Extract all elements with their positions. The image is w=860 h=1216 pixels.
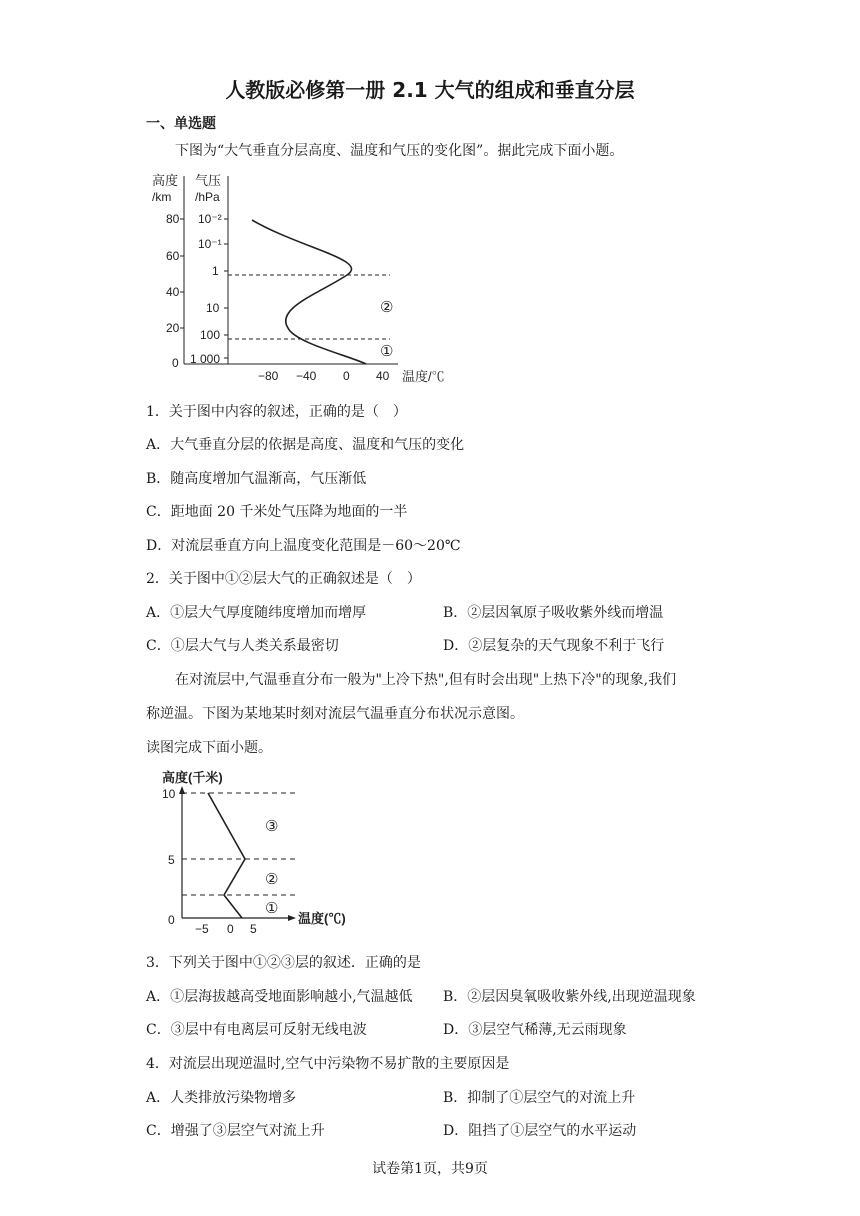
q3-option-c[interactable]: C．③层中有电离层可反射无线电波: [146, 1022, 367, 1038]
layer-2-marker: ②: [265, 871, 279, 888]
temp-tick: 0: [343, 369, 350, 383]
q1-option-c[interactable]: C．距地面 20 千米处气压降为地面的一半: [146, 504, 408, 520]
temperature-profile: [208, 793, 245, 918]
section-heading: 一、单选题: [146, 116, 216, 132]
pressure-label: 气压: [195, 173, 222, 188]
layer-1-marker: ①: [380, 343, 394, 360]
temp-tick: −40: [296, 369, 317, 383]
figure-inversion: [150, 768, 370, 938]
height-tick: 80: [166, 212, 180, 226]
question-3-stem: 3．下列关于图中①②③层的叙述．正确的是: [146, 955, 421, 971]
temp-tick: 40: [376, 369, 390, 383]
temp-tick: −80: [258, 369, 279, 383]
height-tick: 60: [166, 249, 180, 263]
x-tick: 5: [250, 922, 257, 936]
y-tick: 10: [162, 787, 176, 801]
q1-option-b[interactable]: B．随高度增加气温渐高，气压渐低: [146, 471, 367, 487]
pressure-tick: 10⁻¹: [198, 237, 222, 251]
pressure-tick: 1 000: [190, 352, 221, 366]
q1-option-a[interactable]: A．大气垂直分层的依据是高度、温度和气压的变化: [146, 437, 465, 453]
layer-3-marker: ③: [265, 818, 279, 835]
q4-option-d[interactable]: D．阻挡了①层空气的水平运动: [443, 1123, 637, 1139]
y-axis-label: 高度(千米): [162, 770, 223, 785]
q3-option-a[interactable]: A．①层海拔越高受地面影响越小,气温越低: [146, 989, 413, 1005]
pressure-tick: 10: [206, 301, 220, 315]
height-unit: /km: [152, 190, 172, 204]
figure-atmosphere-layers: [140, 168, 460, 388]
intro-text-3: 读图完成下面小题。: [146, 740, 272, 756]
q4-option-c[interactable]: C．增强了③层空气对流上升: [146, 1123, 325, 1139]
pressure-tick: 10⁻²: [198, 212, 222, 226]
question-1-stem: 1．关于图中内容的叙述，正确的是（ ）: [146, 404, 407, 420]
intro-text-2: 在对流层中,气温垂直分布一般为"上冷下热",但有时会出现"上热下冷"的现象,我们: [175, 672, 677, 688]
q4-option-b[interactable]: B．抑制了①层空气的对流上升: [443, 1090, 636, 1106]
height-tick: 20: [166, 321, 180, 335]
x-axis-label: 温度(℃): [298, 911, 346, 926]
intro-text-2-cont: 称逆温。下图为某地某时刻对流层气温垂直分布状况示意图。: [146, 706, 524, 722]
y-tick: 0: [168, 913, 175, 927]
x-tick: 0: [227, 922, 234, 936]
q3-option-b[interactable]: B．②层因臭氧吸收紫外线,出现逆温现象: [443, 989, 696, 1005]
layer-2-marker: ②: [380, 299, 394, 316]
question-4-stem: 4．对流层出现逆温时,空气中污染物不易扩散的主要原因是: [146, 1056, 510, 1072]
x-axis-arrow: [288, 915, 296, 921]
height-tick: 40: [166, 285, 180, 299]
q2-option-c[interactable]: C．①层大气与人类关系最密切: [146, 638, 339, 654]
pressure-unit: /hPa: [195, 190, 220, 204]
q2-option-d[interactable]: D．②层复杂的天气现象不利于飞行: [443, 638, 665, 654]
x-tick: −5: [195, 922, 209, 936]
page-title: 人教版必修第一册 2.1 大气的组成和垂直分层: [225, 78, 635, 102]
q2-option-b[interactable]: B．②层因氧原子吸收紫外线而增温: [443, 605, 664, 621]
pressure-tick: 1: [212, 264, 219, 278]
temp-axis-label: 温度/℃: [402, 369, 445, 384]
question-2-stem: 2．关于图中①②层大气的正确叙述是（ ）: [146, 571, 421, 587]
q1-option-d[interactable]: D．对流层垂直方向上温度变化范围是－60～20℃: [146, 538, 461, 554]
height-label: 高度: [152, 173, 179, 188]
q4-option-a[interactable]: A．人类排放污染物增多: [146, 1090, 297, 1106]
q2-option-a[interactable]: A．①层大气厚度随纬度增加而增厚: [146, 605, 367, 621]
page-footer: 试卷第1页，共9页: [372, 1161, 488, 1177]
layer-1-marker: ①: [265, 900, 279, 917]
temperature-curve: [252, 220, 366, 364]
height-tick: 0: [172, 356, 179, 370]
pressure-tick: 100: [200, 328, 221, 342]
q3-option-d[interactable]: D．③层空气稀薄,无云雨现象: [443, 1022, 627, 1038]
intro-text-1: 下图为“大气垂直分层高度、温度和气压的变化图”。据此完成下面小题。: [175, 143, 624, 159]
y-tick: 5: [168, 853, 175, 867]
